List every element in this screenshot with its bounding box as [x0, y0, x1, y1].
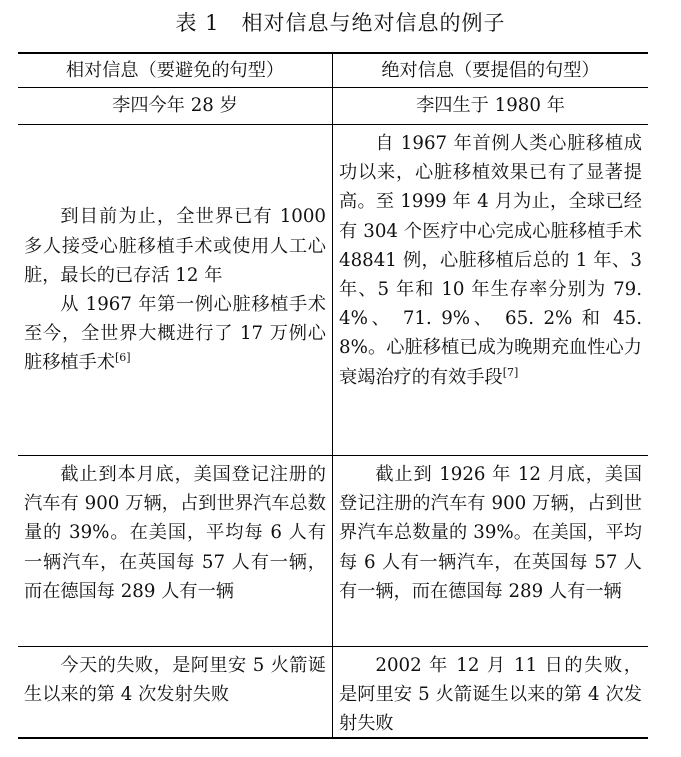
table-row — [18, 647, 648, 737]
example-relative: 李四今年 28 岁 — [18, 88, 333, 124]
table-row — [18, 456, 648, 646]
paragraph-text: 从 1967 年第一例心脏移植手术至今，全世界大概进行了 17 万例心脏移植手术 — [24, 294, 326, 374]
paragraph — [339, 129, 642, 392]
paragraph-text: 截止到 1926 年 12 月底，美国登记注册的汽车有 900 万辆，占到世界汽车总数量的 39%。在美国，平均每 6 人有一辆汽车，在英国每 57 人有一辆，而在德国每 289 人有一辆 — [339, 464, 642, 602]
paragraph — [24, 290, 326, 378]
paragraph-text: 到目前为止，全世界已有 1000 多人接受心脏移植手术或使用人工心脏，最长的已存活 12 年 — [24, 206, 326, 286]
cell-relative — [18, 647, 333, 737]
paragraph — [339, 460, 642, 606]
citation-ref: [6] — [114, 351, 131, 365]
paragraph-text: 自 1967 年首例人类心脏移植成功以来，心脏移植效果已有了显著提高。至 1999 年 4 月为止，全球已经有 304 个医疗中心完成心脏移植手术 48841 例，心脏移植后总的 1 年、3 年、5 年和 10 年生存率分别为 79. 4%、 71. 9%、 65. 2% 和 45. 8%。心脏移植已成为晚期充血性心力衰竭治疗的有效手段 — [339, 133, 642, 388]
example-row — [18, 88, 648, 124]
example-absolute: 李四生于 1980 年 — [416, 95, 565, 116]
paragraph — [24, 651, 326, 709]
cell-absolute — [333, 125, 648, 455]
cell-relative — [18, 456, 333, 646]
header-relative: 相对信息（要避免的句型） — [18, 54, 333, 88]
cell-absolute — [333, 456, 648, 646]
table-caption: 表 1 相对信息与绝对信息的例子 — [175, 11, 506, 35]
header-absolute: 绝对信息（要提倡的句型） — [333, 54, 648, 88]
paragraph — [339, 651, 642, 739]
comparison-table — [18, 52, 648, 739]
paragraph-text: 截止到本月底，美国登记注册的汽车有 900 万辆，占到世界汽车总数量的 39%。在美国，平均每 6 人有一辆汽车，在英国每 57 人有一辆，而在德国每 289 人有一辆 — [24, 464, 326, 602]
cell-absolute — [333, 647, 648, 737]
cell-relative — [18, 125, 333, 455]
table-row — [18, 125, 648, 455]
table-header-row — [18, 54, 648, 88]
paragraph-text: 今天的失败，是阿里安 5 火箭诞生以来的第 4 次发射失败 — [24, 655, 326, 706]
paragraph-text: 2002 年 12 月 11 日的失败，是阿里安 5 火箭诞生以来的第 4 次发射失败 — [339, 655, 642, 735]
paragraph — [24, 460, 326, 606]
citation-ref: [7] — [502, 365, 519, 379]
paragraph — [24, 202, 326, 290]
